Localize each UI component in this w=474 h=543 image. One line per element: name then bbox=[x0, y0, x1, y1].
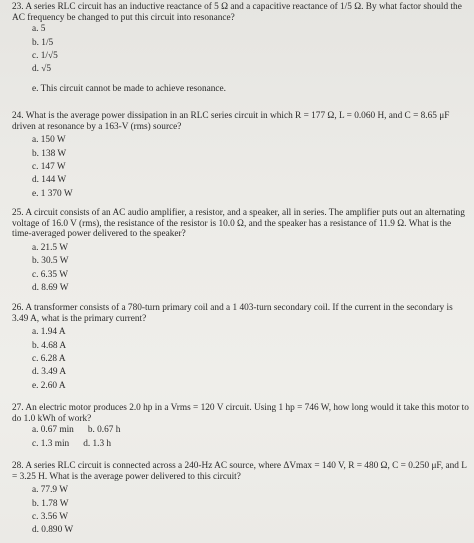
question-25-option-c[interactable]: c. 6.35 W bbox=[32, 269, 68, 280]
question-23-stem-line1: 23. A series RLC circuit has an inductive reactance of 5 Ω and a capacitive reactance of 1/5 Ω. By what factor should the bbox=[12, 2, 462, 12]
question-26-option-a[interactable]: a. 1.94 A bbox=[32, 327, 66, 338]
question-27-option-a[interactable]: a. 0.67 min bbox=[32, 425, 74, 436]
question-27-options-row-2 bbox=[12, 438, 470, 451]
question-26-option-d[interactable]: d. 3.49 A bbox=[32, 367, 67, 378]
question-23-option-a[interactable]: a. 5 bbox=[32, 24, 46, 35]
question-24-option-b[interactable]: b. 138 W bbox=[32, 148, 67, 159]
question-25-stem-line1: 25. A circuit consists of an AC audio amplifier, a resistor, and a speaker, all in series. The amplifier puts out an alternating bbox=[12, 208, 465, 218]
question-26-option-b[interactable]: b. 4.68 A bbox=[32, 340, 67, 351]
question-26-stem-line1: 26. A transformer consists of a 780-turn primary coil and a 1 403-turn secondary coil. If the current in the secondary is bbox=[12, 303, 453, 313]
question-28-stem-line2: = 3.25 H. What is the average power delivered to this circuit? bbox=[12, 471, 241, 482]
question-23-option-d[interactable]: d. √5 bbox=[32, 64, 52, 75]
question-28-option-a[interactable]: a. 77.9 W bbox=[32, 485, 68, 496]
question-25-stem-line2: voltage of 16.0 V (rms), the resistance of the resistor is 10.0 Ω, and the speaker has a resistance of 11.9 Ω. What is the bbox=[12, 218, 452, 229]
question-27-option-b[interactable]: b. 0.67 h bbox=[87, 425, 121, 436]
question-25-stem-line3: time-averaged power delivered to the speaker? bbox=[12, 229, 186, 240]
question-26-option-e[interactable]: e. 2.60 A bbox=[32, 380, 66, 391]
question-24-stem-line1: 24. What is the average power dissipation in an RLC series circuit in which R = 177 Ω, L = 0.060 H, and C = 8.65 μF bbox=[12, 111, 450, 121]
question-26-option-c[interactable]: c. 6.28 A bbox=[32, 354, 66, 364]
question-24-stem-line2: driven at resonance by a 163-V (rms) source? bbox=[12, 121, 182, 132]
question-25-option-a[interactable]: a. 21.5 W bbox=[32, 242, 68, 253]
question-26-stem-line2: 3.49 A, what is the primary current? bbox=[12, 313, 147, 324]
question-28-option-b[interactable]: b. 1.78 W bbox=[32, 498, 69, 509]
question-23 bbox=[12, 2, 470, 96]
question-23-stem-line2: AC frequency be changed to put this circuit into resonance? bbox=[12, 12, 235, 23]
question-23-option-b[interactable]: b. 1/5 bbox=[32, 37, 54, 48]
question-25-option-d[interactable]: d. 8.69 W bbox=[32, 283, 69, 293]
question-24-option-e[interactable]: e. 1 370 W bbox=[32, 188, 73, 199]
question-26 bbox=[12, 303, 470, 393]
question-23-option-c[interactable]: c. 1/√5 bbox=[32, 51, 58, 61]
question-24-option-c[interactable]: c. 147 W bbox=[32, 162, 66, 172]
question-23-option-e[interactable]: e. This circuit cannot be made to achieve resonance. bbox=[32, 83, 226, 94]
question-28-option-d[interactable]: d. 0.890 W bbox=[32, 525, 74, 536]
question-24 bbox=[12, 111, 470, 201]
question-27-stem-line1: 27. An electric motor produces 2.0 hp in a Vrms = 120 V circuit. Using 1 hp = 746 W, how long would it take this motor to bbox=[12, 403, 469, 413]
question-27 bbox=[12, 403, 470, 451]
question-27-stem-line2: do 1.0 kWh of work? bbox=[12, 413, 92, 424]
question-28-stem-line1: 28. A series RLC circuit is connected across a 240-Hz AC source, where ΔVmax = 140 V, R = 480 Ω, C = 0.250 μF, and L bbox=[12, 461, 467, 471]
question-27-option-c[interactable]: c. 1.3 min bbox=[32, 438, 70, 449]
question-25 bbox=[12, 208, 470, 295]
question-24-option-d[interactable]: d. 144 W bbox=[32, 175, 67, 186]
question-24-option-a[interactable]: a. 150 W bbox=[32, 135, 66, 146]
question-28 bbox=[12, 461, 470, 538]
question-27-options-row-1 bbox=[12, 424, 470, 437]
question-27-option-d[interactable]: d. 1.3 h bbox=[83, 438, 112, 449]
question-25-option-b[interactable]: b. 30.5 W bbox=[32, 256, 69, 267]
question-28-option-c[interactable]: c. 3.56 W bbox=[32, 512, 68, 522]
